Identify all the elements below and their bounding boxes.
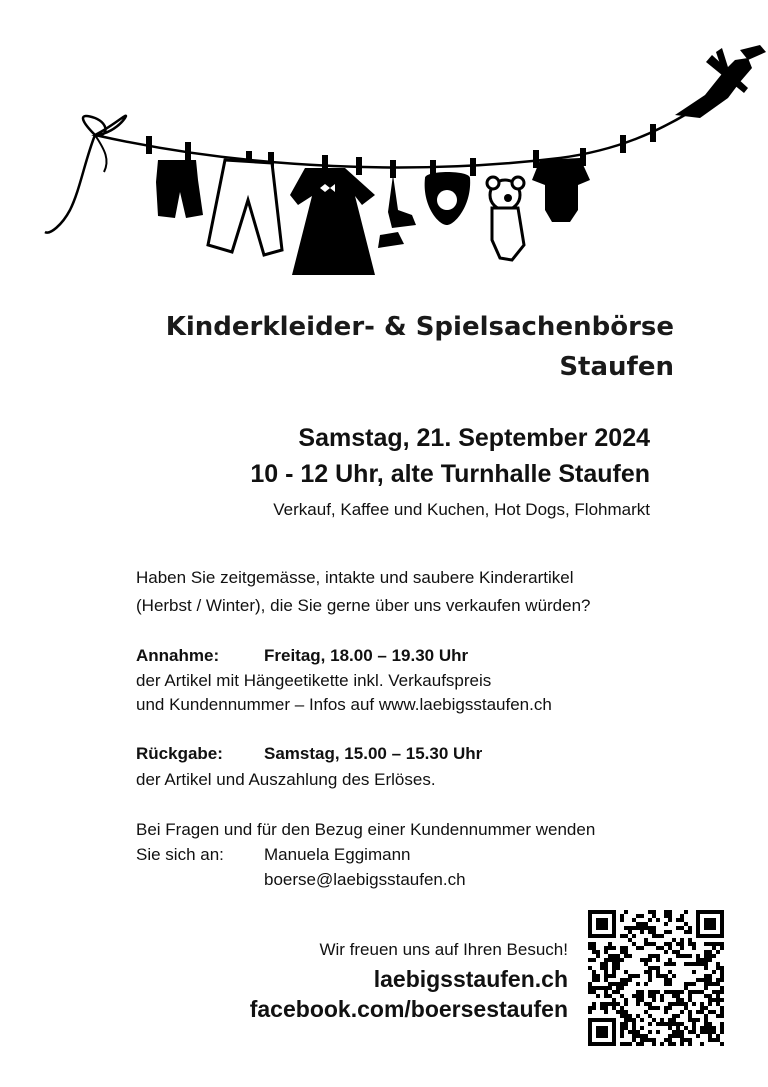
page-title-line1: Kinderkleider- & Spielsachenbörse (165, 312, 674, 342)
intro-line2: (Herbst / Winter), die Sie gerne über uns verkaufen würden? (136, 596, 591, 615)
pants-icon (208, 160, 282, 255)
footer-website: laebigsstaufen.ch (373, 966, 568, 992)
rope-end (45, 135, 95, 233)
shoe-icon (388, 175, 416, 228)
overalls-icon (156, 160, 203, 218)
airplane-icon (675, 45, 766, 118)
qr-code-icon (588, 910, 724, 1046)
rueckgabe-line1: der Artikel und Auszahlung des Erlöses. (136, 770, 436, 789)
clothesline-illustration (0, 0, 768, 290)
annahme-heading (136, 646, 468, 666)
footer-facebook: facebook.com/boersestaufen (249, 996, 568, 1022)
contact-email: boerse@laebigsstaufen.ch (264, 870, 466, 889)
annahme-line2: und Kundennummer – Infos auf www.laebigsstaufen.ch (136, 695, 552, 714)
dress-icon (290, 168, 375, 275)
annahme-line1: der Artikel mit Hängeetikette inkl. Verkaufspreis (136, 671, 492, 690)
page-title-line2: Staufen (559, 352, 674, 382)
rueckgabe-heading (136, 744, 482, 764)
annahme-label: Annahme: (136, 646, 220, 665)
event-offerings: Verkauf, Kaffee und Kuchen, Hot Dogs, Flohmarkt (273, 500, 650, 519)
footer-greeting: Wir freuen uns auf Ihren Besuch! (319, 940, 568, 959)
rope-bow (83, 116, 126, 136)
intro-line1: Haben Sie zeitgemässe, intakte und saubere Kinderartikel (136, 568, 574, 587)
contact-name: Manuela Eggimann (264, 845, 411, 864)
contact-line1: Bei Fragen und für den Bezug einer Kundennummer wenden (136, 820, 596, 839)
rueckgabe-label: Rückgabe: (136, 744, 223, 763)
event-date: Samstag, 21. September 2024 (298, 424, 650, 452)
onesie-icon (532, 158, 590, 222)
clothesline-rope (95, 112, 690, 167)
contact-label: Sie sich an: (136, 845, 224, 864)
rueckgabe-time: Samstag, 15.00 – 15.30 Uhr (264, 744, 483, 763)
teddy-bear-icon (487, 177, 524, 260)
contact-name-row (136, 845, 410, 865)
event-time-place: 10 - 12 Uhr, alte Turnhalle Staufen (250, 460, 650, 488)
annahme-time: Freitag, 18.00 – 19.30 Uhr (264, 646, 469, 665)
